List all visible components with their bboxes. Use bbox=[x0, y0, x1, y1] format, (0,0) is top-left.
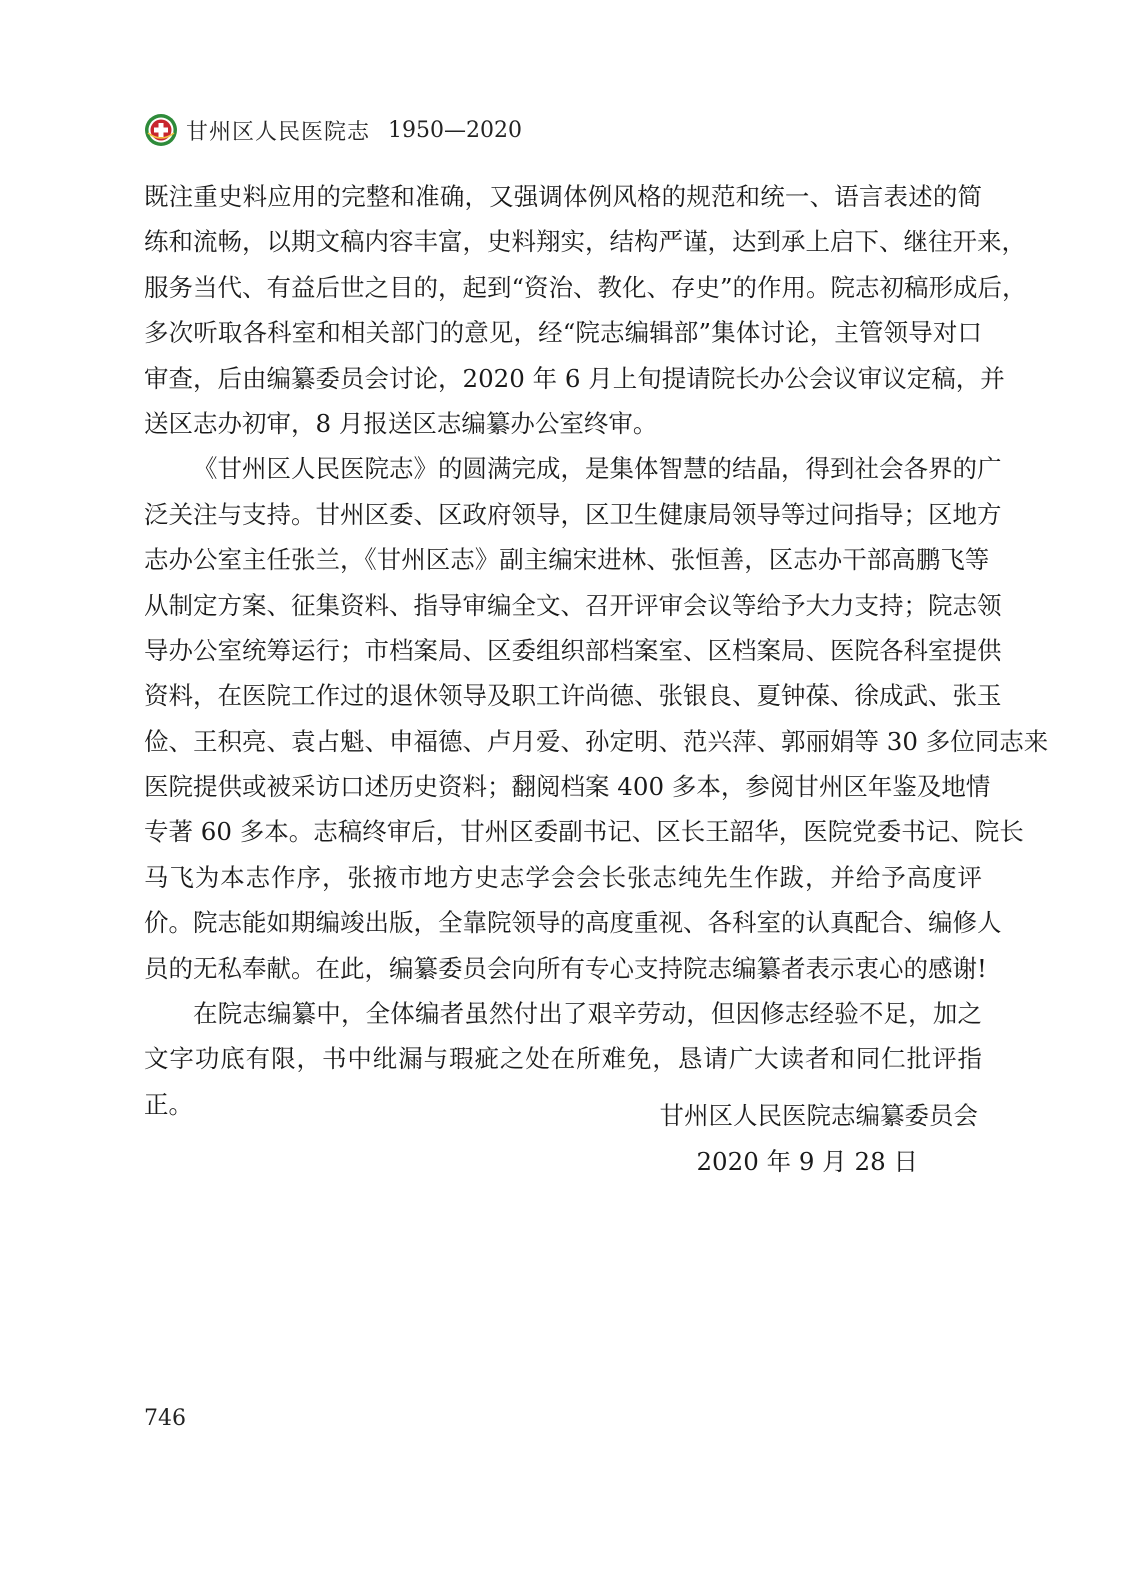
text-line: 俭、王积亮、袁占魁、申福德、卢月爱、孙定明、范兴萍、郭丽娟等 30 多位同志来 bbox=[144, 726, 1049, 756]
text-line: 服务当代、有益后世之目的，起到“资治、教化、存史”的作用。院志初稿形成后， bbox=[144, 272, 1027, 302]
text-line: 价。院志能如期编竣出版，全靠院领导的高度重视、各科室的认真配合、编修人 bbox=[144, 908, 1002, 938]
text-line: 在院志编纂中，全体编者虽然付出了艰辛劳动，但因修志经验不足，加之 bbox=[193, 999, 982, 1029]
signature-organization: 甘州区人民医院志编纂委员会 bbox=[659, 1101, 978, 1130]
hospital-emblem-icon bbox=[144, 113, 178, 147]
signature-block bbox=[660, 1093, 979, 1185]
book-title: 甘州区人民医院志 bbox=[186, 119, 371, 145]
text-line: 文字功底有限，书中纰漏与瑕疵之处在所难免，恳请广大读者和同仁批评指 bbox=[144, 1044, 982, 1074]
text-line: 志办公室主任张兰，《甘州区志》副主编宋进林、张恒善，区志办干部高鹏飞等 bbox=[144, 545, 990, 575]
text-line: 送区志办初审，8 月报送区志编纂办公室终审。 bbox=[144, 408, 658, 438]
book-years: 1950—2020 bbox=[388, 117, 522, 143]
text-line: 导办公室统筹运行；市档案局、区委组织部档案室、区档案局、医院各科室提供 bbox=[144, 635, 1002, 665]
text-line: 员的无私奉献。在此，编纂委员会向所有专心支持院志编纂者表示衷心的感谢! bbox=[144, 953, 987, 983]
text-line: 专著 60 多本。志稿终审后，甘州区委副书记、区长王韶华，医院党委书记、院长 bbox=[144, 817, 1024, 847]
text-line: 练和流畅，以期文稿内容丰富，史料翔实，结构严谨，达到承上启下、继往开来， bbox=[144, 227, 1026, 257]
text-line: 资料，在医院工作过的退休领导及职工许尚德、张银良、夏钟葆、徐成武、张玉 bbox=[144, 681, 1002, 711]
running-header bbox=[144, 110, 522, 150]
text-line: 《甘州区人民医院志》的圆满完成，是集体智慧的结晶，得到社会各界的广 bbox=[193, 454, 1002, 484]
text-line: 既注重史料应用的完整和准确，又强调体例风格的规范和统一、语言表述的简 bbox=[144, 182, 982, 211]
text-line: 从制定方案、征集资料、指导审编全文、召开评审会议等给予大力支持；院志领 bbox=[144, 590, 1002, 620]
text-line: 泛关注与支持。甘州区委、区政府领导，区卫生健康局领导等过问指导；区地方 bbox=[144, 499, 1002, 529]
text-line: 医院提供或被采访口述历史资料；翻阅档案 400 多本，参阅甘州区年鉴及地情 bbox=[144, 772, 991, 802]
text-line: 多次听取各科室和相关部门的意见，经“院志编辑部”集体讨论，主管领导对口 bbox=[144, 318, 982, 348]
main-text bbox=[144, 174, 1049, 1127]
text-line: 马飞为本志作序，张掖市地方史志学会会长张志纯先生作跋，并给予高度评 bbox=[144, 862, 982, 892]
paragraph bbox=[144, 174, 1027, 446]
page-number: 746 bbox=[144, 1406, 186, 1431]
signature-date: 2020 年 9 月 28 日 bbox=[696, 1147, 918, 1176]
text-line: 正。 bbox=[144, 1089, 193, 1119]
text-line: 审查，后由编纂委员会讨论，2020 年 6 月上旬提请院长办公会议审议定稿，并 bbox=[144, 363, 1005, 393]
paragraph bbox=[144, 446, 1049, 991]
